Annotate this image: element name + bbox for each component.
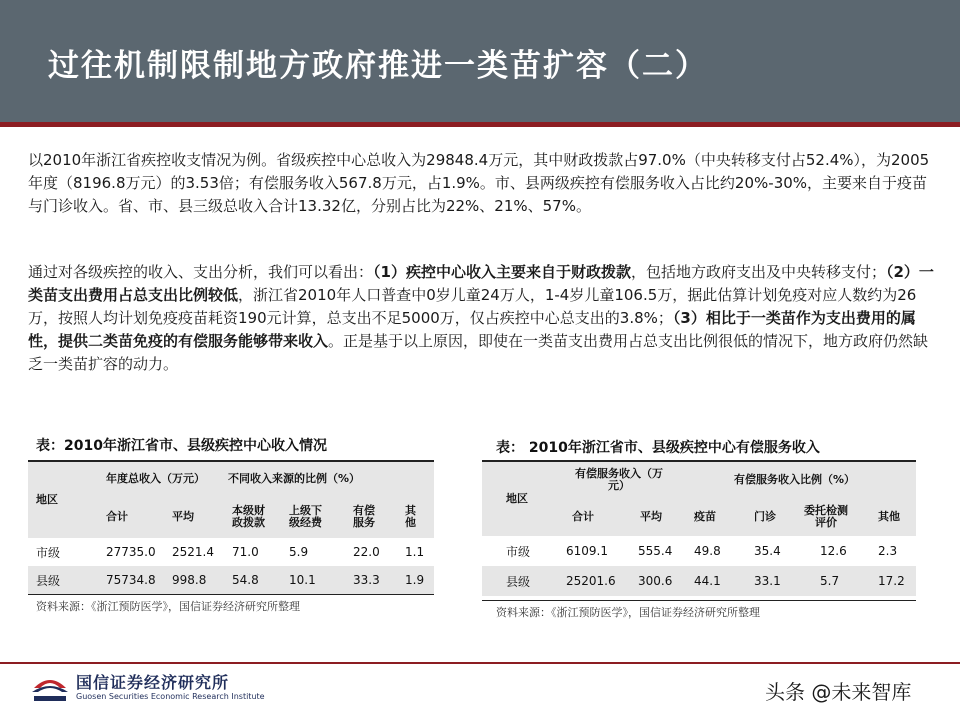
table2-subheader: 其他	[878, 510, 900, 523]
table1-source: 资料来源：《浙江预防医学》，国信证券经济研究所整理	[36, 600, 300, 613]
table1-income	[28, 462, 434, 594]
title-divider	[0, 122, 960, 127]
table1-cell: 5.9	[289, 545, 309, 559]
point-2-detail: ，浙江省2010年人口普查中0岁儿童24万人，1-4岁儿童106.5万，据此估算计划免疫对应人数约为26万，按照人均计划免疫疫苗耗资190元计算，总支出不足5000万，仅占疾控中心总支出的3.8%；	[28, 286, 917, 327]
table2-cell: 300.6	[638, 574, 673, 588]
page-title: 过往机制限制地方政府推进一类苗扩容（二）	[48, 48, 708, 84]
point-1: （1）疾控中心收入主要来自于财政拨款	[373, 263, 631, 281]
table1-cell: 75734.8	[106, 573, 156, 587]
point-2: （2）一类苗支出费用占总支出比例较低	[28, 263, 934, 304]
table1-subheader: 其他	[405, 504, 416, 529]
table1-bottom-rule	[28, 594, 434, 595]
point-3: （3）相比于一类苗作为支出费用的属性，提供二类苗免疫的有偿服务能够带来收入	[28, 309, 916, 350]
table2-cell: 17.2	[878, 574, 905, 588]
org-name-cn: 国信证券经济研究所	[76, 673, 230, 692]
paragraph-analysis	[28, 261, 940, 376]
table2-cell: 35.4	[754, 544, 781, 558]
table2-cell: 6109.1	[566, 544, 608, 558]
table2-col-region: 地区	[506, 492, 528, 505]
org-name-en: Guosen Securities Economic Research Institute	[76, 692, 265, 701]
table2-cell: 25201.6	[566, 574, 616, 588]
table1-cell: 71.0	[232, 545, 259, 559]
table1-group-total: 年度总收入（万元）	[106, 472, 205, 485]
table1-group-ratio: 不同收入来源的比例（%）	[228, 472, 361, 485]
table2-cell: 49.8	[694, 544, 721, 558]
table1-subheader: 上级下级经费	[289, 504, 322, 529]
table1-cell: 27735.0	[106, 545, 156, 559]
title-bar	[0, 0, 960, 122]
table2-cell: 12.6	[820, 544, 847, 558]
table-row	[482, 536, 916, 566]
table2-region-cell: 县级	[506, 574, 531, 589]
table2-title: 表： 2010年浙江省市、县级疾控中心有偿服务收入	[496, 440, 820, 456]
table-row	[28, 566, 434, 594]
table1-cell: 22.0	[353, 545, 380, 559]
table2-cell: 5.7	[820, 574, 840, 588]
paragraph-income-overview: 以2010年浙江省疾控收支情况为例。省级疾控中心总收入为29848.4万元，其中财政拨款占97.0%（中央转移支付占52.4%），为2005年度（8196.8万元）的3.53倍；有偿服务收入567.8万元，占1.9%。市、县两级疾控有偿服务收入占比约20%-30%，主要来自于疫苗与门诊收入。省、市、县三级总收入合计13.32亿，分别占比为22%、21%、57%。	[28, 151, 930, 215]
table1-cell: 54.8	[232, 573, 259, 587]
table1-subheader: 合计	[106, 510, 128, 523]
analysis-intro: 通过对各级疾控的收入、支出分析，我们可以看出：	[28, 263, 374, 281]
guosen-logo-icon	[30, 668, 70, 704]
table1-cell: 2521.4	[172, 545, 214, 559]
table2-subheader: 门诊	[754, 510, 776, 523]
table-row	[28, 538, 434, 566]
table2-region-cell: 市级	[506, 544, 531, 559]
table2-paid-services	[482, 462, 916, 596]
table1-cell: 1.9	[405, 573, 425, 587]
table2-cell: 2.3	[878, 544, 898, 558]
table-row	[482, 566, 916, 596]
table1-cell: 10.1	[289, 573, 316, 587]
table2-cell: 33.1	[754, 574, 781, 588]
table2-subheader: 合计	[572, 510, 594, 523]
table2-cell: 44.1	[694, 574, 721, 588]
table1-region-cell: 市级	[36, 545, 61, 560]
table1-subheader: 平均	[172, 510, 194, 523]
table1-title: 表：2010年浙江省市、县级疾控中心收入情况	[36, 438, 327, 454]
table1-region-cell: 县级	[36, 573, 61, 588]
conclusion: 。正是基于以上原因，即使在一类苗支出费用占总支出比例很低的情况下，地方政府仍然缺乏一类苗扩容的动力。	[28, 332, 929, 373]
table1-cell: 1.1	[405, 545, 425, 559]
source-watermark: 头条 @未来智库	[765, 680, 912, 704]
table2-source: 资料来源：《浙江预防医学》，国信证券经济研究所整理	[496, 606, 760, 619]
table1-col-region: 地区	[36, 493, 58, 506]
table2-subheader: 疫苗	[694, 510, 716, 523]
table1-subheader: 本级财政拨款	[232, 504, 265, 529]
table2-subheader: 平均	[640, 510, 662, 523]
table1-subheader: 有偿服务	[353, 504, 375, 529]
table2-bottom-rule	[482, 600, 916, 601]
point-1-detail: ，包括地方政府支出及中央转移支付；	[630, 263, 886, 281]
table2-subheader: 委托检测评价	[804, 504, 848, 529]
footer-divider	[0, 662, 960, 664]
table1-cell: 998.8	[172, 573, 207, 587]
table2-cell: 555.4	[638, 544, 673, 558]
table2-group-ratio: 有偿服务收入比例（%）	[734, 473, 856, 486]
table2-group-total: 有偿服务收入（万元）	[575, 467, 663, 492]
table1-cell: 33.3	[353, 573, 380, 587]
